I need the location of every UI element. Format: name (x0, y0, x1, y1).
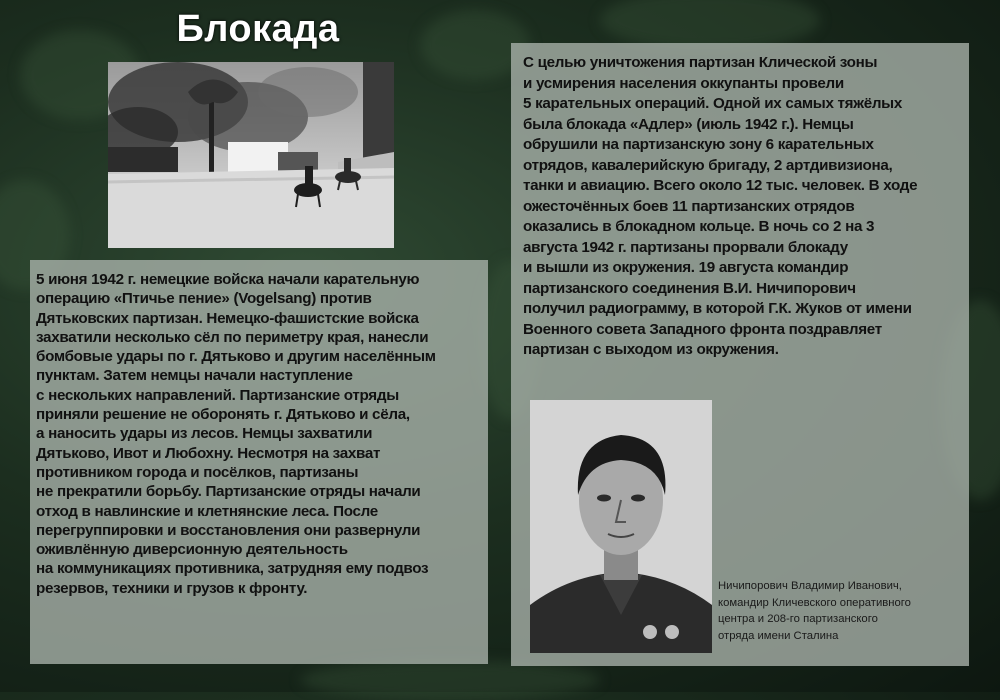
right-line: ожесточённых боев 11 партизанских отрядов (523, 197, 855, 215)
left-line: противником города и посёлков, партизаны (36, 463, 359, 481)
left-line: захватили несколько сёл по периметру края, нанесли (36, 328, 429, 346)
right-line: оказались в блокадном кольце. В ночь со 2 на 3 (523, 218, 875, 235)
caption-line: Ничипорович Владимир Иванович, (718, 580, 902, 592)
page-title: Блокада (176, 8, 340, 50)
right-line: партизанского соединения В.И. Ничипорович (523, 279, 856, 297)
left-text-panel (30, 260, 488, 664)
right-line: отрядов, кавалерийскую бригаду, 2 артдивизиона, (523, 156, 893, 174)
left-line: операцию «Птичье пение» (Vogelsang) против (36, 290, 372, 308)
portrait-photo (530, 400, 712, 653)
caption-line: командир Кличевского оперативного (718, 596, 911, 609)
left-line: приняли решение не оборонять г. Дятьково и сёла, (36, 406, 410, 424)
right-line: была блокада «Адлер» (июль 1942 г.). Немцы (523, 115, 854, 133)
left-line: резервов, техники и грузов к фронту. (36, 579, 308, 597)
left-line: бомбовые удары по г. Дятьково и другим населённым (36, 348, 436, 366)
right-panel-text (523, 53, 963, 361)
right-line: обрушили на партизанскую зону 6 карательных (523, 136, 874, 153)
left-line: на коммуникациях противника, затрудняя ему подвоз (36, 560, 429, 578)
right-line: партизан с выходом из окружения. (523, 341, 779, 358)
left-line: не прекратили борьбу. Партизанские отряды начали (36, 483, 421, 501)
right-line: и вышли из окружения. 19 августа командир (523, 259, 849, 276)
right-line: С целью уничтожения партизан Клической зоны (523, 54, 878, 71)
right-line: 5 карательных операций. Одной их самых тяжёлых (523, 95, 902, 112)
portrait-caption (718, 578, 968, 644)
caption-line: отряда имени Сталина (718, 629, 839, 642)
right-line: августа 1942 г. партизаны прорвали блокаду (523, 238, 848, 256)
left-line: 5 июня 1942 г. немецкие войска начали карательную (36, 271, 420, 288)
right-line: Военного совета Западного фронта поздравляет (523, 320, 882, 338)
right-line: танки и авиацию. Всего около 12 тыс. человек. В ходе (523, 177, 918, 194)
right-line: и усмирения населения оккупанты провели (523, 74, 844, 92)
left-line: Дятьковских партизан. Немецко-фашистские войска (36, 309, 419, 327)
caption-line: центра и 208-го партизанского (718, 613, 878, 625)
left-line: Дятьково, Ивот и Любохну. Несмотря на захват (36, 444, 381, 462)
right-line: получил радиограмму, в которой Г.К. Жуков от имени (523, 300, 912, 317)
left-line: перегруппировки и восстановления они развернули (36, 521, 421, 539)
blockade-photo-illustration (108, 62, 394, 248)
blockade-photo (108, 62, 394, 248)
portrait-illustration (530, 400, 712, 653)
left-line: пунктам. Затем немцы начали наступление (36, 367, 353, 385)
left-line: а наносить удары из лесов. Немцы захватили (36, 425, 373, 443)
left-line: оживлённую диверсионную деятельность (36, 541, 348, 559)
left-line: с нескольких направлений. Партизанские отряды (36, 386, 399, 404)
left-panel-text (36, 270, 488, 598)
left-line: отход в навлинские и клетнянские леса. После (36, 502, 378, 520)
